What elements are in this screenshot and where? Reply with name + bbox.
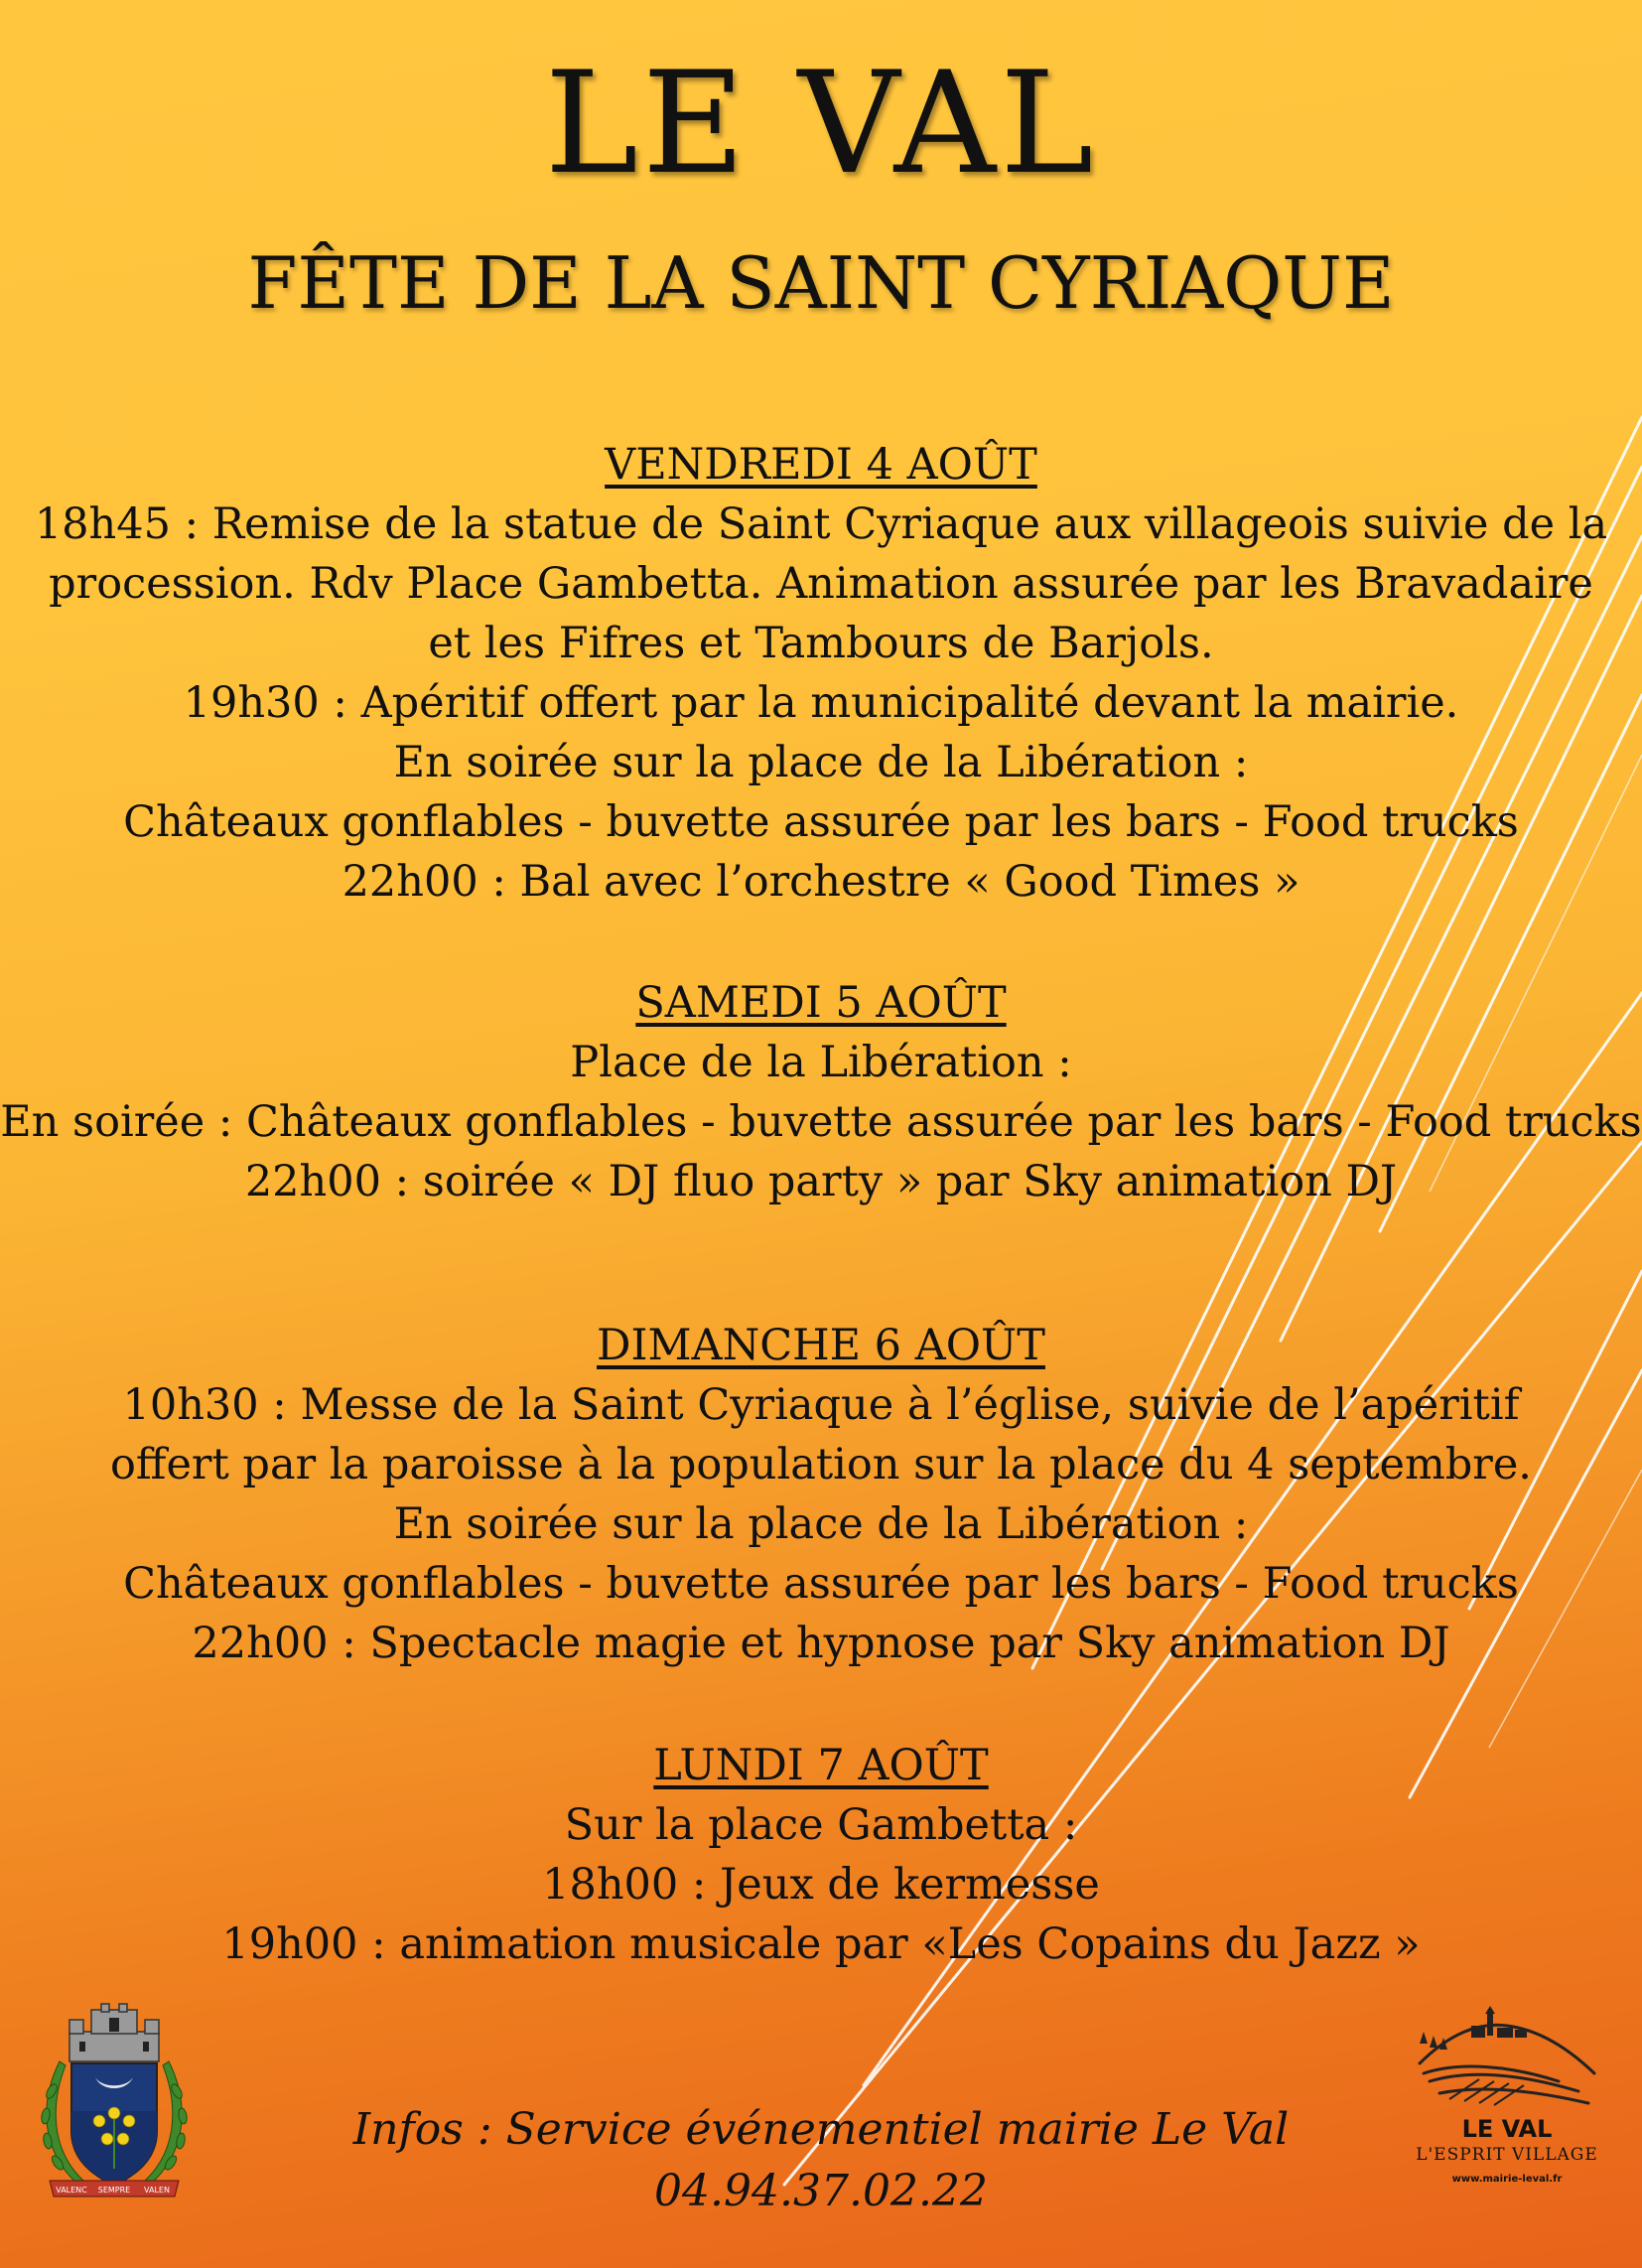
crest-motto-3: VALEN [144, 2186, 170, 2195]
day-heading: DIMANCHE 6 AOÛT [597, 1321, 1045, 1370]
program-line: Sur la place Gambetta : [564, 1800, 1078, 1850]
village-logo-name: LE VAL [1461, 2115, 1553, 2143]
coat-of-arms-icon [30, 2002, 199, 2210]
crest-motto-1: VALENC [56, 2186, 87, 2195]
program-line: 22h00 : Spectacle magie et hypnose par Sky animation DJ [192, 1619, 1450, 1668]
info-line: Infos : Service événementiel mairie Le Val [352, 2104, 1290, 2155]
village-logo [1410, 2004, 1604, 2212]
village-logo-tagline: L'ESPRIT VILLAGE [1416, 2145, 1598, 2165]
page-title: LE VAL [544, 42, 1098, 206]
crest-motto-2: SEMPRE [97, 2186, 131, 2195]
day-friday [0, 435, 1642, 912]
program-line: 18h45 : Remise de la statue de Saint Cyriaque aux villageois suivie de la [34, 499, 1608, 549]
program-line: procession. Rdv Place Gambetta. Animation assurée par les Bravadaire [49, 559, 1593, 609]
program-line: En soirée : Châteaux gonflables - buvette assurée par les bars - Food trucks [0, 1097, 1642, 1147]
village-logo-url: www.mairie-leval.fr [1451, 2174, 1563, 2185]
program-line: En soirée sur la place de la Libération : [393, 1499, 1249, 1549]
program-line: 19h00 : animation musicale par «Les Copains du Jazz » [221, 1919, 1421, 1969]
program-line: offert par la paroisse à la population sur la place du 4 septembre. [110, 1440, 1532, 1489]
phone-number: 04.94.37.02.22 [654, 2166, 988, 2216]
program-line: 19h30 : Apéritif offert par la municipalité devant la mairie. [183, 678, 1459, 728]
program-line: et les Fifres et Tambours de Barjols. [428, 619, 1214, 668]
village-landscape-icon [1410, 2004, 1604, 2115]
program-line: 22h00 : Bal avec l’orchestre « Good Times » [342, 857, 1300, 907]
day-heading: VENDREDI 4 AOÛT [605, 440, 1037, 490]
day-heading: LUNDI 7 AOÛT [653, 1741, 989, 1790]
program-line: Châteaux gonflables - buvette assurée par les bars - Food trucks [123, 797, 1519, 847]
program-line: 10h30 : Messe de la Saint Cyriaque à l’église, suivie de l’apéritif [122, 1380, 1520, 1430]
program-line: 18h00 : Jeux de kermesse [542, 1860, 1100, 1910]
program-line: Place de la Libération : [570, 1038, 1072, 1087]
program-line: Châteaux gonflables - buvette assurée par les bars - Food trucks [123, 1559, 1519, 1609]
info-footer [0, 2099, 1642, 2222]
day-saturday [0, 973, 1642, 1211]
day-monday [0, 1736, 1642, 1974]
program-line: 22h00 : soirée « DJ fluo party » par Sky animation DJ [244, 1157, 1398, 1206]
program-line: En soirée sur la place de la Libération : [393, 738, 1249, 787]
day-heading: SAMEDI 5 AOÛT [635, 978, 1007, 1028]
page-subtitle: FÊTE DE LA SAINT CYRIAQUE [247, 241, 1395, 325]
day-sunday [0, 1316, 1642, 1673]
